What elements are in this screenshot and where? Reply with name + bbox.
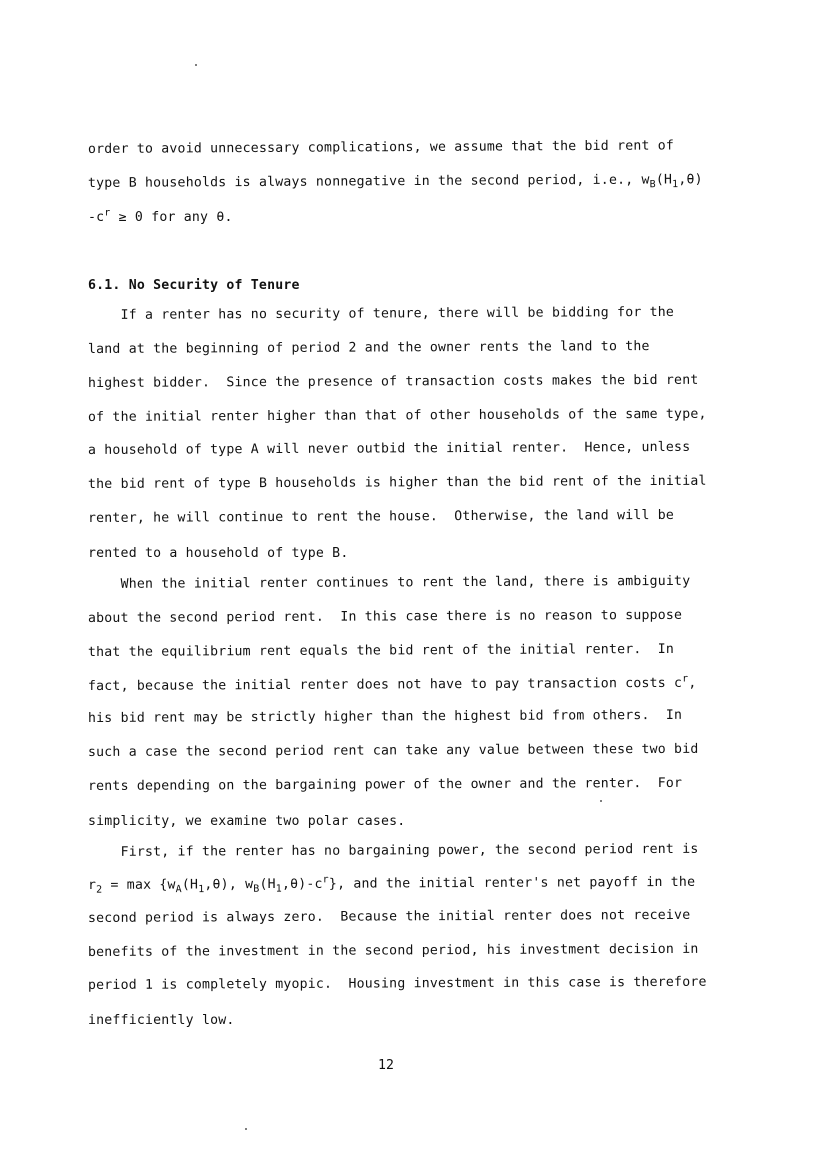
- wa-args-open: (H: [181, 877, 199, 893]
- intro-line-3-tail: ≥ 0 for any θ.: [118, 210, 233, 225]
- intro-line-3-text: -c: [88, 210, 105, 225]
- paragraph-2-line-2: about the second period rent. In this case there is no reason to suppose: [87, 607, 683, 626]
- intro-h-subscript: 1: [672, 179, 679, 191]
- paragraph-2-line-6: such a case the second period rent can take any value between these two bid: [87, 741, 699, 760]
- wb-args-open: (H: [259, 877, 276, 893]
- paragraph-2-line-4: [87, 673, 697, 695]
- section-heading: 6.1. No Security of Tenure: [88, 278, 300, 293]
- max-expression: = max {w: [102, 877, 176, 893]
- paragraph-1-line-6: the bid rent of type B households is higher than the bid rent of the initial: [87, 473, 707, 492]
- intro-line-2: [88, 172, 703, 192]
- wa-subscript: A: [175, 884, 182, 896]
- wb-subscript: B: [253, 883, 260, 895]
- intro-args-close: ,θ): [678, 172, 703, 188]
- paragraph-1-line-1: If a renter has no security of tenure, there will be bidding for the: [87, 304, 675, 323]
- paragraph-2-line-4-text: fact, because the initial renter does not have to pay transaction costs c: [87, 675, 683, 694]
- paragraph-2-line-7: rents depending on the bargaining power of the owner and the renter. For: [87, 775, 683, 794]
- rent-subscript: 2: [96, 884, 103, 896]
- paragraph-1-line-7: renter, he will continue to rent the house. Otherwise, the land will be: [87, 507, 675, 526]
- paragraph-1-line-4: of the initial renter higher than that of other households of the same type,: [87, 406, 707, 425]
- wb-args-close: ,θ)-c: [281, 876, 323, 892]
- intro-line-3: [88, 207, 233, 226]
- paragraph-2-line-5: his bid rent may be strictly higher than the highest bid from others. In: [87, 707, 683, 726]
- paragraph-3-line-4: benefits of the investment in the second period, his investment decision in: [87, 941, 699, 960]
- paragraph-2-line-3: that the equilibrium rent equals the bid rent of the initial renter. In: [87, 641, 675, 660]
- rent-symbol: r: [87, 877, 97, 893]
- transaction-cost-superscript: r: [682, 673, 689, 685]
- intro-w-subscript: B: [649, 179, 656, 191]
- paragraph-2-line-4-tail: ,: [688, 675, 697, 691]
- paragraph-3-line-6: inefficiently low.: [88, 1013, 235, 1028]
- paragraph-3-line-2: [88, 875, 695, 894]
- paragraph-2-line-8: simplicity, we examine two polar cases.: [88, 814, 406, 829]
- wa-args-close: ,θ), w: [204, 877, 254, 893]
- paragraph-1-line-8: rented to a household of type B.: [88, 546, 349, 561]
- paragraph-1-line-3: highest bidder. Since the presence of transaction costs makes the bid rent: [87, 372, 699, 391]
- intro-args-open: (H: [655, 172, 673, 188]
- wb-h1-subscript: 1: [275, 883, 283, 895]
- paragraph-3-line-2-tail: }, and the initial renter's net payoff in the: [328, 874, 696, 892]
- wa-h1-subscript: 1: [198, 884, 205, 896]
- scan-speck: [195, 64, 197, 66]
- paragraph-3-line-5: period 1 is completely myopic. Housing investment in this case is therefore: [87, 974, 707, 993]
- intro-c-superscript: r: [104, 207, 111, 219]
- intro-line-2-text: type B households is always nonnegative in the second period, i.e., w: [87, 172, 650, 191]
- paragraph-3-line-1: First, if the renter has no bargaining power, the second period rent is: [87, 841, 699, 860]
- intro-line-1: order to avoid unnecessary complications, we assume that the bid rent of: [87, 138, 675, 157]
- paragraph-3-line-3: second period is always zero. Because the initial renter does not receive: [87, 907, 691, 926]
- cost-superscript: r: [322, 874, 329, 886]
- scan-speck: [245, 1128, 247, 1130]
- paragraph-2-line-1: When the initial renter continues to rent the land, there is ambiguity: [87, 573, 691, 592]
- paragraph-1-line-2: land at the beginning of period 2 and the owner rents the land to the: [87, 339, 650, 357]
- paragraph-1-line-5: a household of type A will never outbid the initial renter. Hence, unless: [87, 439, 691, 458]
- page-number: 12: [378, 1058, 394, 1073]
- scan-speck: [600, 800, 602, 802]
